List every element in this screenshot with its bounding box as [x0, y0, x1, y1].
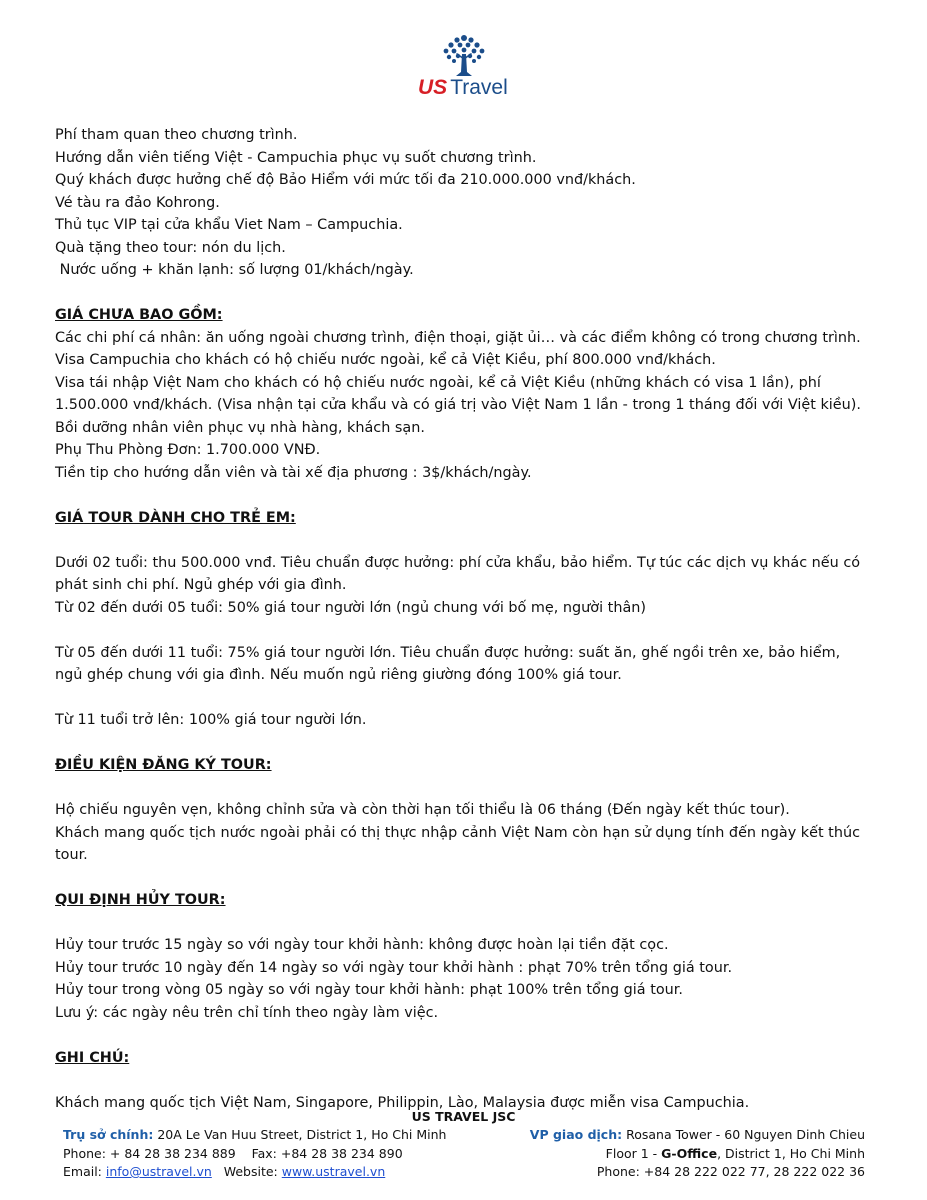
cancellation-line: Lưu ý: các ngày nêu trên chỉ tính theo ngày làm việc. [55, 1004, 439, 1021]
children-line: phát sinh chi phí. Ngủ ghép với gia đình. [55, 577, 347, 593]
excluded-line: Tiền tip cho hướng dẫn viên và tài xế địa phương : 3$/khách/ngày. [55, 464, 532, 481]
email-label: Email: [63, 1164, 106, 1179]
hq-contact-line [63, 1163, 446, 1182]
hq-label: Trụ sở chính: [63, 1127, 154, 1142]
website-link[interactable]: www.ustravel.vn [281, 1164, 386, 1179]
footer-company-name: US TRAVEL JSC [411, 1109, 516, 1124]
cancellation-section [55, 889, 895, 1024]
excluded-line: 1.500.000 vnđ/khách. (Visa nhận tại cửa khẩu và có giá trị vào Việt Nam 1 lần - trong 1 tháng đối với Việt kiều). [55, 397, 861, 413]
notes-heading: GHI CHÚ: [55, 1049, 130, 1066]
email-link[interactable]: info@ustravel.vn [105, 1164, 212, 1179]
children-heading: GIÁ TOUR DÀNH CHO TRẺ EM: [55, 509, 296, 526]
registration-section [55, 754, 895, 867]
tree-icon [440, 32, 488, 78]
included-line: Quý khách được hưởng chế độ Bảo Hiểm với mức tối đa 210.000.000 vnđ/khách. [55, 172, 636, 188]
included-line: Hướng dẫn viên tiếng Việt - Campuchia phục vụ suốt chương trình. [55, 149, 537, 166]
registration-line: tour. [55, 847, 88, 863]
cancellation-line: Hủy tour trước 15 ngày so với ngày tour khởi hành: không được hoàn lại tiền đặt cọc. [55, 937, 669, 953]
included-line: Vé tàu ra đảo Kohrong. [55, 194, 220, 211]
children-section [55, 507, 895, 732]
footer-office [530, 1126, 865, 1182]
included-line: Quà tặng theo tour: nón du lịch. [55, 239, 286, 256]
children-line: Từ 11 tuổi trở lên: 100% giá tour người lớn. [55, 712, 367, 728]
document-body [55, 124, 895, 1114]
office-address: Rosana Tower - 60 Nguyen Dinh Chieu [622, 1127, 865, 1142]
logo-text [418, 76, 508, 100]
registration-line: Hộ chiếu nguyên vẹn, không chỉnh sửa và còn thời hạn tối thiểu là 06 tháng (Đến ngày kết thúc tour). [55, 802, 790, 818]
included-section [55, 124, 895, 282]
office-phone: Phone: +84 28 222 022 77, 28 222 022 36 [596, 1164, 865, 1179]
children-line: Từ 05 đến dưới 11 tuổi: 75% giá tour người lớn. Tiêu chuẩn được hưởng: suất ăn, ghế ngồi trên xe, bảo hiểm, [55, 644, 841, 661]
cancellation-line: Hủy tour trước 10 ngày đến 14 ngày so với ngày tour khởi hành : phạt 70% trên tổng giá tour. [55, 959, 733, 976]
office-address-line [530, 1126, 865, 1145]
hq-address: 20A Le Van Huu Street, District 1, Ho Chi Minh [153, 1127, 447, 1142]
hq-address-line [63, 1126, 446, 1145]
logo-travel: Travel [450, 76, 508, 99]
children-line: Dưới 02 tuổi: thu 500.000 vnđ. Tiêu chuẩn được hưởng: phí cửa khẩu, bảo hiểm. Tự túc các dịch vụ khác nếu có [55, 554, 861, 571]
footer-headquarters [63, 1126, 446, 1182]
excluded-line: Visa tái nhập Việt Nam cho khách có hộ chiếu nước ngoài, kể cả Việt Kiều (những khách có visa 1 lần), phí [55, 374, 821, 391]
excluded-heading: GIÁ CHƯA BAO GỒM: [55, 307, 223, 323]
included-line: Phí tham quan theo chương trình. [55, 127, 298, 143]
notes-line: Khách mang quốc tịch Việt Nam, Singapore, Philippin, Lào, Malaysia được miễn visa Campuchia. [55, 1094, 750, 1111]
excluded-line: Các chi phí cá nhân: ăn uống ngoài chương trình, điện thoại, giặt ủi… và các điểm không có trong chương trình. [55, 329, 861, 346]
logo-us: US [418, 76, 448, 99]
included-line: Nước uống + khăn lạnh: số lượng 01/khách/ngày. [55, 262, 414, 278]
notes-section [55, 1047, 895, 1115]
office-label: VP giao dịch: [529, 1127, 623, 1142]
children-line: ngủ ghép chung với gia đình. Nếu muốn ngủ riêng giường đóng 100% giá tour. [55, 667, 622, 683]
hq-phone-fax: Phone: + 84 28 38 234 889 Fax: +84 28 38 234 890 [63, 1145, 403, 1161]
children-line: Từ 02 đến dưới 05 tuổi: 50% giá tour người lớn (ngủ chung với bố mẹ, người thân) [55, 599, 646, 616]
excluded-line: Bồi dưỡng nhân viên phục vụ nhà hàng, khách sạn. [55, 419, 425, 436]
cancellation-line: Hủy tour trong vòng 05 ngày so với ngày tour khởi hành: phạt 100% trên tổng giá tour. [55, 982, 683, 998]
excluded-section [55, 304, 895, 484]
office-floor-name: G-Office [661, 1145, 718, 1161]
us-travel-logo [410, 32, 520, 102]
office-floor-prefix: Floor 1 - [605, 1145, 662, 1161]
website-label: Website: [211, 1164, 282, 1179]
office-floor-suffix: , District 1, Ho Chi Minh [717, 1145, 865, 1161]
cancellation-heading: QUI ĐỊNH HỦY TOUR: [55, 892, 226, 908]
registration-line: Khách mang quốc tịch nước ngoài phải có thị thực nhập cảnh Việt Nam còn hạn sử dụng tính đến ngày kết thúc [55, 824, 860, 841]
excluded-line: Phụ Thu Phòng Đơn: 1.700.000 VNĐ. [55, 442, 321, 458]
registration-heading: ĐIỀU KIỆN ĐĂNG KÝ TOUR: [55, 757, 272, 773]
included-line: Thủ tục VIP tại cửa khẩu Viet Nam – Campuchia. [55, 217, 403, 233]
office-floor-line [530, 1145, 865, 1164]
excluded-line: Visa Campuchia cho khách có hộ chiếu nước ngoài, kể cả Việt Kiều, phí 800.000 vnđ/khách. [55, 352, 716, 368]
